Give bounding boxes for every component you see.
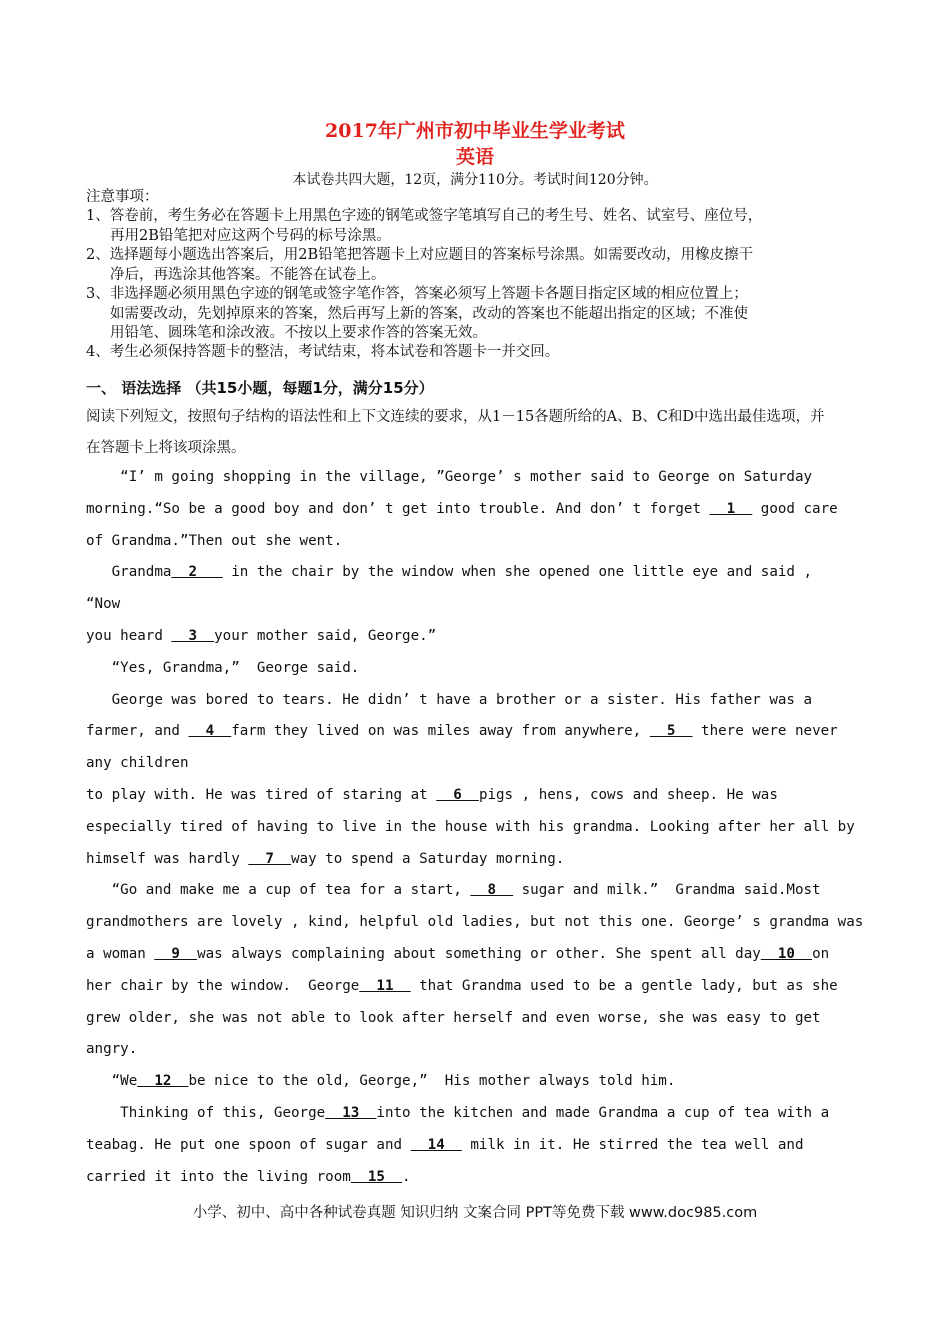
blank-3: 3 [171, 627, 215, 644]
blank-8: 8 [470, 882, 514, 899]
note-3 [86, 285, 876, 344]
instruction-line: 阅读下列短文，按照句子结构的语法性和上下文连续的要求，从1－15各题所给的A、B、C和D中选出最佳选项，并 [86, 409, 825, 425]
passage-line: carried it into the living room 15 . [86, 1168, 411, 1185]
footer-ad: 小学、初中、高中各种试卷真题 知识归纳 文案合同 PPT等免费下载 www.doc985.com [192, 1205, 758, 1221]
passage-line: himself was hardly 7 way to spend a Saturday morning. [86, 850, 565, 867]
passage-line: “Now [86, 596, 121, 613]
passage [86, 462, 876, 1193]
passage-line: angry. [86, 1041, 138, 1058]
passage-line: “I’ m going shopping in the village, ”George’ s mother said to George on Saturday [86, 469, 813, 485]
note-line: 4、考生必须保持答题卡的整洁，考试结束，将本试卷和答题卡一并交回。 [86, 344, 560, 360]
blank-4: 4 [188, 723, 232, 740]
passage-line: a woman 9 was always complaining about something or other. She spent all day 10 on [86, 945, 830, 962]
passage-line: farmer, and 4 farm they lived on was miles away from anywhere, 5 there were never [86, 723, 838, 740]
passage-line: grew older, she was not able to look after herself and even worse, she was easy to get [86, 1009, 821, 1026]
passage-line: grandmothers are lovely , kind, helpful old ladies, but not this one. George’ s grandma was [86, 914, 864, 931]
exam-subject: 英语 [455, 146, 494, 168]
blank-6: 6 [436, 786, 479, 803]
notes-heading: 注意事项： [86, 189, 159, 205]
instructions [86, 402, 866, 464]
blank-10: 10 [760, 945, 813, 962]
blank-14: 14 [410, 1136, 462, 1153]
passage-line: “Yes, Grandma,” George said. [86, 659, 360, 676]
blank-12: 12 [137, 1073, 189, 1090]
section-heading: 一、 语法选择 （共15小题，每题1分，满分15分） [86, 379, 434, 397]
note-line: 用铅笔、圆珠笔和涂改液。不按以上要求作答的答案无效。 [110, 325, 487, 341]
note-4 [86, 343, 876, 363]
passage-line: “Go and make me a cup of tea for a start, 8 sugar and milk.” Grandma said.Most [86, 882, 821, 899]
note-line: 如需要改动，先划掉原来的答案，然后再写上新的答案，改动的答案也不能超出指定的区域；不准使 [110, 305, 748, 322]
note-line: 1、答卷前，考生务必在答题卡上用黑色字迹的钢笔或签字笔填写自己的考生号、姓名、试室号、座位号， [86, 208, 763, 224]
passage-line: teabag. He put one spoon of sugar and 14 milk in it. He stirred the tea well and [86, 1136, 804, 1153]
passage-line: her chair by the window. George 11 that Grandma used to be a gentle lady, but as she [86, 977, 838, 994]
note-line: 3、非选择题必须用黑色字迹的钢笔或签字笔作答，答案必须写上答题卡各题目指定区域的相应位置上； [86, 286, 748, 302]
passage-line: “We 12 be nice to the old, George,” His mother always told him. [86, 1073, 676, 1090]
exam-title: 2017年广州市初中毕业生学业考试 [325, 120, 625, 142]
note-line: 2、选择题每小题选出答案后，用2B铅笔把答题卡上对应题目的答案标号涂黑。如需要改动，用橡皮擦干 [86, 247, 754, 263]
passage-line: Thinking of this, George 13 into the kitchen and made Grandma a cup of tea with a [86, 1104, 830, 1121]
passage-line: morning.“So be a good boy and don’ t get into trouble. And don’ t forget 1 good care [86, 500, 838, 517]
note-line: 再用2B铅笔把对应这两个号码的标号涂黑。 [110, 227, 391, 244]
passage-line: especially tired of having to live in the house with his grandma. Looking after her all by [86, 818, 855, 835]
passage-line: of Grandma.”Then out she went. [86, 532, 343, 549]
note-1 [86, 207, 876, 246]
passage-line: to play with. He was tired of staring at 6 pigs , hens, cows and sheep. He was [86, 786, 778, 803]
blank-15: 15 [350, 1168, 403, 1185]
blank-9: 9 [154, 945, 198, 962]
blank-1: 1 [709, 500, 753, 517]
blank-11: 11 [359, 977, 411, 994]
passage-line: you heard 3 your mother said, George.” [86, 627, 437, 644]
exam-info: 本试卷共四大题，12页，满分110分。考试时间120分钟。 [292, 172, 658, 188]
instruction-line: 在答题卡上将该项涂黑。 [86, 440, 246, 456]
blank-13: 13 [325, 1104, 377, 1121]
note-line: 净后，再选涂其他答案。不能答在试卷上。 [110, 266, 386, 283]
passage-line: any children [86, 755, 189, 772]
blank-7: 7 [248, 850, 292, 867]
passage-line: George was bored to tears. He didn’ t have a brother or a sister. His father was a [86, 691, 813, 708]
blank-2: 2 [171, 564, 223, 581]
passage-line: Grandma 2 in the chair by the window when she opened one little eye and said , [86, 564, 813, 581]
note-2 [86, 246, 876, 285]
blank-5: 5 [649, 723, 693, 740]
